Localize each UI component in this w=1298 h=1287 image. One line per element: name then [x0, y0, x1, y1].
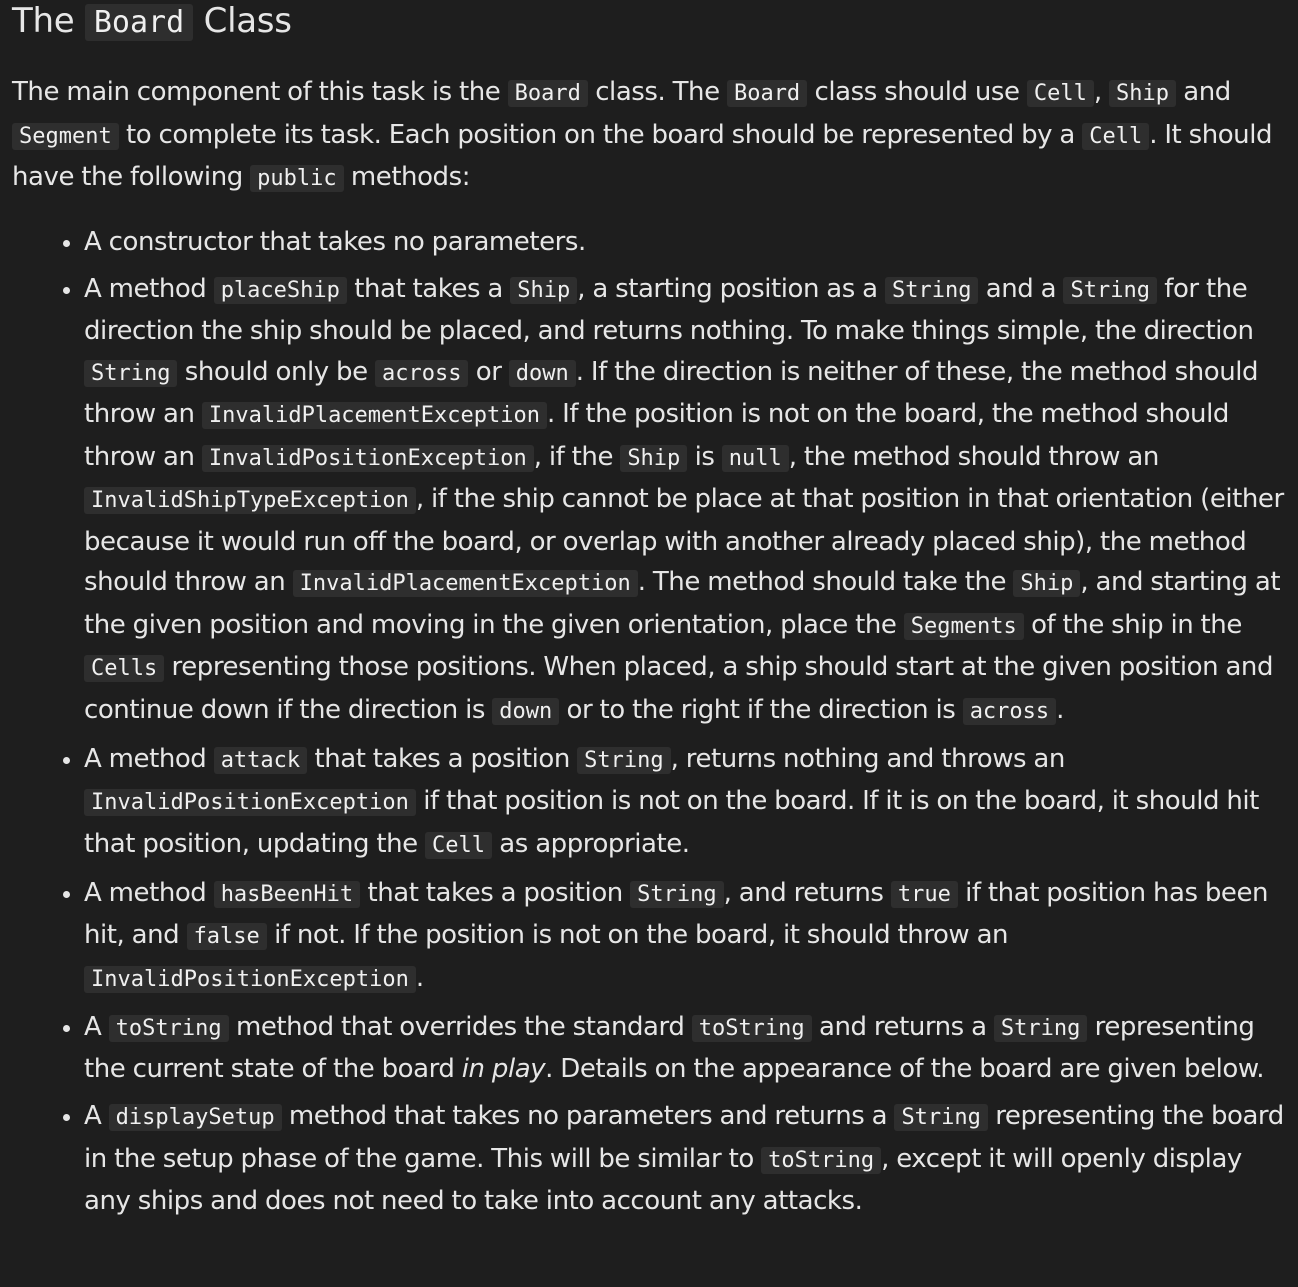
inline-code: Ship [1013, 570, 1080, 597]
inline-code: false [187, 923, 267, 950]
text-run: A method [84, 743, 214, 774]
inline-code: displaySetup [109, 1104, 282, 1131]
intro-paragraph [12, 72, 1286, 200]
inline-code: Cell [1027, 80, 1094, 107]
inline-code: Cells [84, 655, 164, 682]
list-item-hasbeenhit [84, 873, 1286, 1001]
text-run: and [1175, 77, 1231, 107]
text-run: and returns a [811, 1011, 994, 1042]
text-run: if not. If the position is not on the board, it should throw an [266, 920, 1009, 950]
inline-code: Ship [620, 445, 687, 472]
text-run: A constructor that takes no parameters. [84, 226, 586, 257]
inline-code: across [963, 698, 1056, 725]
inline-code: null [722, 445, 789, 472]
text-run: that takes a [346, 273, 511, 304]
inline-code: Segment [12, 123, 119, 150]
inline-code: Ship [1109, 80, 1176, 107]
inline-code: Segments [904, 613, 1024, 640]
text-run: , the method should throw an [788, 441, 1159, 472]
text-run: A method [84, 877, 214, 908]
inline-code: toString [692, 1015, 812, 1042]
inline-code: down [492, 698, 559, 725]
inline-code: String [84, 360, 177, 387]
text-run: representing those positions. When placed, a ship should start at the given position and continue down if the direction is [84, 652, 1274, 725]
inline-code: hasBeenHit [214, 881, 360, 908]
inline-code: toString [761, 1147, 881, 1174]
inline-code: String [885, 277, 978, 304]
inline-code: InvalidPlacementException [202, 402, 547, 429]
text-run: , [1093, 77, 1109, 107]
method-list [12, 222, 1286, 1222]
text-run: that takes a position [307, 743, 578, 774]
list-item-placeship [84, 269, 1286, 733]
inline-code: String [630, 881, 723, 908]
inline-code: InvalidPositionException [84, 966, 416, 993]
text-run: is [687, 441, 722, 472]
inline-code: true [891, 881, 958, 908]
inline-code: down [509, 360, 576, 387]
text-run: methods: [343, 162, 471, 192]
list-item-displaysetup [84, 1096, 1286, 1222]
text-run: . [1056, 694, 1064, 725]
text-run: as appropriate. [491, 828, 690, 859]
inline-code: public [250, 165, 343, 192]
inline-code: String [1063, 277, 1156, 304]
text-run: method that takes no parameters and returns a [281, 1101, 895, 1131]
text-run: and a [978, 273, 1064, 304]
text-run: method that overrides the standard [228, 1011, 692, 1042]
inline-code: String [894, 1104, 987, 1131]
text-run: Class [193, 1, 292, 41]
text-run: A [84, 1101, 109, 1131]
inline-code: String [577, 747, 670, 774]
inline-code: Board [85, 4, 193, 41]
text-run: , except it will openly display any ships and does not need to take into account any attacks. [84, 1143, 1242, 1216]
text-run: if that position is not on the board. If it is on the board, it should hit that position, updating the [84, 786, 1259, 859]
text-run: , if the [533, 441, 621, 472]
text-run: representing the current state of the board [84, 1011, 1255, 1084]
inline-code: InvalidPositionException [84, 789, 416, 816]
text-run: A [84, 1011, 109, 1042]
inline-code: Board [727, 80, 807, 107]
text-run: . The method should take the [637, 567, 1014, 597]
text-run: The [12, 1, 85, 41]
inline-code: Board [508, 80, 588, 107]
inline-code: Cell [425, 832, 492, 859]
text-run: . It should have the following [12, 119, 1273, 192]
list-item-attack [84, 739, 1286, 867]
inline-code: String [994, 1015, 1087, 1042]
text-run: class. The [587, 77, 727, 107]
inline-code: placeShip [214, 277, 347, 304]
text-run: A method [84, 273, 214, 304]
text-run: . Details on the appearance of the board are given below. [545, 1054, 1265, 1084]
text-run: . If the position is not on the board, the method should throw an [84, 399, 1229, 472]
text-run: should only be [177, 356, 375, 387]
text-run: , a starting position as a [577, 273, 885, 304]
text-run: , and returns [723, 877, 891, 908]
text-run: , and starting at the given position and moving in the given orientation, place the [84, 567, 1281, 640]
text-run: class should use [807, 77, 1027, 107]
inline-code: Ship [510, 277, 577, 304]
list-item-tostring [84, 1007, 1286, 1090]
inline-code: across [375, 360, 468, 387]
section-heading [12, 0, 1286, 44]
text-run: , if the ship cannot be place at that position in that orientation (either because it would run off the board, or overlap with another already placed ship), the method should throw an [84, 484, 1284, 597]
text-run: , returns nothing and throws an [670, 743, 1065, 774]
inline-code: toString [109, 1015, 229, 1042]
text-run: or [468, 356, 509, 387]
inline-code: attack [214, 747, 307, 774]
text-run: . [415, 962, 424, 993]
inline-code: Cell [1082, 123, 1149, 150]
text-run: to complete its task. Each position on the board should be represented by a [118, 119, 1083, 150]
emphasis: in play [461, 1054, 546, 1084]
text-run: of the ship in the [1023, 609, 1242, 640]
list-item-constructor [84, 222, 1286, 263]
inline-code: InvalidPositionException [202, 445, 534, 472]
text-run: . If the direction is neither of these, the method should throw an [84, 356, 1259, 429]
text-run: The main component of this task is the [12, 77, 508, 107]
text-run: for the direction the ship should be placed, and returns nothing. To make things simple, the direction [84, 273, 1254, 346]
text-run: that takes a position [360, 877, 631, 908]
text-run: or to the right if the direction is [559, 694, 963, 725]
text-run: representing the board in the setup phase of the game. This will be similar to [84, 1101, 1284, 1174]
text-run: if that position has been hit, and [84, 877, 1269, 950]
inline-code: InvalidShipTypeException [84, 487, 416, 514]
inline-code: InvalidPlacementException [293, 570, 638, 597]
